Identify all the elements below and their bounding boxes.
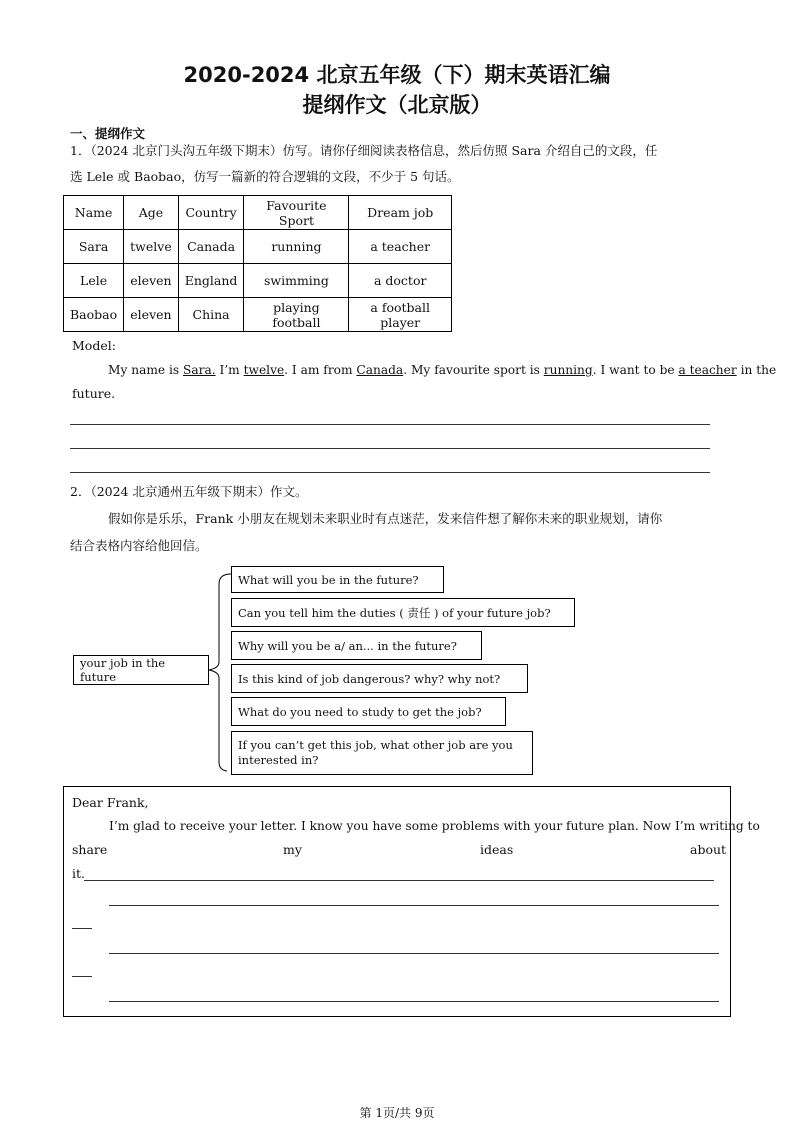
model-text: . My favourite sport is: [403, 363, 544, 377]
letter-answer-line[interactable]: [72, 976, 92, 977]
model-underlined: a teacher: [678, 363, 737, 377]
letter-word: it.: [72, 866, 85, 881]
table-row: [64, 264, 452, 298]
answer-line: [70, 424, 710, 425]
letter-word: ideas: [480, 842, 514, 857]
mindmap-center: your job in the future: [73, 655, 209, 685]
letter-answer-line[interactable]: [84, 880, 714, 881]
table-cell: running: [244, 230, 349, 264]
page-number: 第 1页/共 9页: [359, 1106, 435, 1120]
letter-answer-line[interactable]: [109, 953, 719, 954]
q1-text-line1: [70, 141, 657, 161]
table-cell: eleven: [124, 298, 179, 332]
model-underlined: running: [543, 363, 593, 377]
model-label: Model:: [72, 338, 116, 353]
q2-prompt-line1: 假如你是乐乐，Frank 小朋友在规划未来职业时有点迷茫，发来信件想了解你未来的职业规划，请你: [108, 511, 663, 526]
table-cell: Canada: [178, 230, 244, 264]
model-underlined: twelve: [243, 363, 285, 377]
table-cell: a teacher: [349, 230, 452, 264]
table-cell: twelve: [124, 230, 179, 264]
letter-line1: I’m glad to receive your letter. I know you have some problems with your future plan. Now I’m writing to: [109, 819, 760, 833]
q1-text: （2024 北京门头沟五年级下期末）仿写。请你仔细阅读表格信息，然后仿照 Sara 介绍自己的文段，任: [90, 143, 658, 158]
model-underlined: Canada: [356, 363, 404, 377]
table-cell: Sara: [64, 230, 124, 264]
table-header-cell: Name: [64, 196, 124, 230]
q2-header: [70, 482, 308, 502]
table-header-cell: Age: [124, 196, 179, 230]
doc-title-line1: 2020-2024 北京五年级（下）期末英语汇编: [183, 63, 611, 87]
mindmap-branch: Why will you be a/ an... in the future?: [231, 631, 482, 660]
table-cell: playing football: [244, 298, 349, 332]
mindmap-branch: What do you need to study to get the job?: [231, 697, 506, 726]
table-cell: England: [178, 264, 244, 298]
q2-prompt-line2: 结合表格内容给他回信。: [70, 538, 208, 553]
table-cell: eleven: [124, 264, 179, 298]
model-text: . I am from: [284, 363, 357, 377]
mindmap-branch: If you can’t get this job, what other job are you interested in?: [231, 731, 533, 775]
model-text: My name is: [108, 363, 184, 377]
table-cell: swimming: [244, 264, 349, 298]
table-header-cell: Country: [178, 196, 244, 230]
section-heading: 一、提纲作文: [70, 126, 146, 141]
model-underlined: Sara.: [183, 363, 216, 377]
q1-text-line2: 选 Lele 或 Baobao，仿写一篇新的符合逻辑的文段，不少于 5 句话。: [70, 169, 460, 184]
letter-answer-line[interactable]: [109, 905, 719, 906]
model-text: in the: [736, 363, 777, 377]
mindmap-branch: Can you tell him the duties ( 责任 ) of your future job?: [231, 598, 575, 627]
answer-line: [70, 472, 710, 473]
letter-answer-line[interactable]: [72, 928, 92, 929]
doc-title-line2: 提纲作文（北京版）: [302, 93, 492, 117]
model-text: I’m: [215, 363, 244, 377]
table-cell: a doctor: [349, 264, 452, 298]
table-header-row: [64, 196, 452, 230]
letter-box: [63, 786, 760, 1017]
letter-answer-line[interactable]: [109, 1001, 719, 1002]
letter-word: about: [690, 842, 727, 857]
table-cell: a football player: [349, 298, 452, 332]
letter-salutation: Dear Frank,: [72, 795, 149, 810]
letter-word: my: [283, 842, 302, 857]
model-paragraph: [108, 360, 776, 380]
mindmap-branch: What will you be in the future?: [231, 566, 444, 593]
q2-source: （2024 北京通州五年级下期末）作文。: [90, 484, 308, 499]
q2-number: 2．: [70, 484, 91, 499]
table-cell: Baobao: [64, 298, 124, 332]
letter-word: share: [72, 842, 108, 857]
answer-line: [70, 448, 710, 449]
table-cell: Lele: [64, 264, 124, 298]
table-row: [64, 298, 452, 332]
model-text: . I want to be: [592, 363, 679, 377]
table-header-cell: Dream job: [349, 196, 452, 230]
table-cell: China: [178, 298, 244, 332]
table-row: [64, 230, 452, 264]
q1-number: 1．: [70, 143, 91, 158]
table-header-cell: Favourite Sport: [244, 196, 349, 230]
info-table: [63, 195, 452, 332]
mindmap-branch: Is this kind of job dangerous? why? why not?: [231, 664, 528, 693]
model-line2: future.: [72, 386, 116, 401]
